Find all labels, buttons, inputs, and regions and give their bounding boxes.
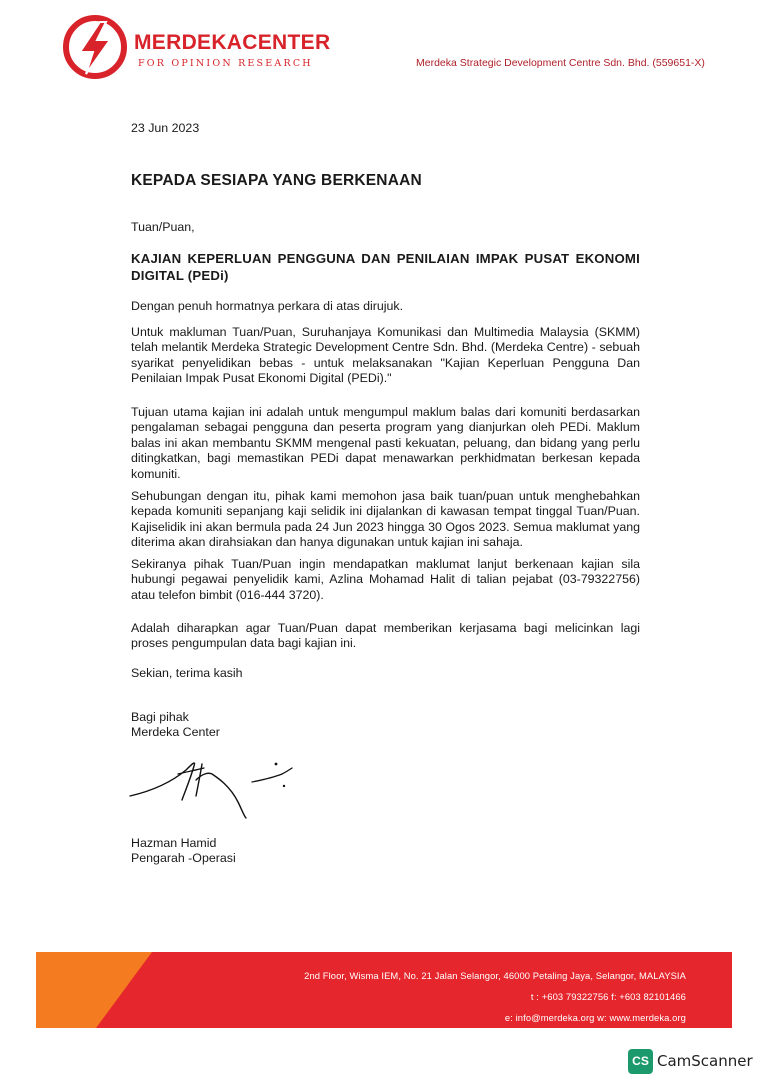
letter-heading: KEPADA SESIAPA YANG BERKENAAN [131,172,422,189]
subject-line: KAJIAN KEPERLUAN PENGGUNA DAN PENILAIAN IMPAK PUSAT EKONOMI DIGITAL (PEDi) [131,251,640,283]
signer-block [131,836,640,867]
paragraph: Adalah diharapkan agar Tuan/Puan dapat memberikan kerjasama bagi melicinkan lagi proses pengumpulan data bagi kajian ini. [131,621,640,651]
camscanner-icon: CS [628,1049,653,1074]
merdeka-center-logo [62,14,331,82]
letter-date: 23 Jun 2023 [131,121,200,135]
salutation: Tuan/Puan, [131,220,195,234]
company-registration: Merdeka Strategic Development Centre Sdn. Bhd. (559651-X) [416,57,705,69]
paragraph: Untuk makluman Tuan/Puan, Suruhanjaya Komunikasi dan Multimedia Malaysia (SKMM) telah melantik Merdeka Strategic Development Centre Sdn. Bhd. (Merdeka Centre) - sebuah syarikat penyelidikan bebas - untuk melaksanakan "Kajian Keperluan Pengguna Dan Penilaian Impak Pusat Ekonomi Digital (PEDi)." [131,325,640,386]
closing-line: Sekian, terima kasih [131,666,243,680]
signoff-line: Bagi pihak [131,710,189,724]
paragraph: Sehubungan dengan itu, pihak kami memohon jasa baik tuan/puan untuk menghebahkan kepada komuniti sepanjang kaji selidik ini dijalankan di kawasan tempat tinggal Tuan/Puan. Kajiselidik ini akan bermula pada 24 Jun 2023 hingga 30 Ogos 2023. Semua maklumat yang diterima akan dirahsiakan dan hanya digunakan untuk kajian ini sahaja. [131,489,640,550]
logo-tagline: FOR OPINION RESEARCH [138,58,313,69]
camscanner-label: CamScanner [657,1052,753,1070]
handwritten-signature [126,750,306,822]
signer-name: Hazman Hamid [131,836,217,850]
signer-title: Pengarah -Operasi [131,851,236,866]
paragraph: Dengan penuh hormatnya perkara di atas dirujuk. [131,299,404,313]
footer-web: e: info@merdeka.org w: www.merdeka.org [504,1012,686,1023]
footer-phone: t : +603 79322756 f: +603 82101466 [530,991,686,1002]
signoff-block [131,710,640,741]
paragraph: Sekiranya pihak Tuan/Puan ingin mendapatkan maklumat lanjut berkenaan kajian sila hubungi pegawai penyelidik kami, Azlina Mohamad Halit di talian pejabat (03-79322756) atau telefon bimbit (016-444 3720). [131,557,640,602]
paragraph: Tujuan utama kajian ini adalah untuk mengumpul maklum balas dari komuniti berdasarkan pengalaman sebagai pengguna dan peserta program yang dianjurkan oleh PEDi. Maklum balas ini akan membantu SKMM mengenal pasti kekuatan, peluang, dan bidang yang perlu ditingkatkan, bagi memastikan PEDi dapat menawarkan perkhidmatan berkesan kepada komuniti. [131,405,640,481]
logo-wordmark: MERDEKACENTER [134,31,331,54]
lightning-bolt-icon [62,14,128,80]
signoff-organization: Merdeka Center [131,725,220,740]
footer-address: 2nd Floor, Wisma IEM, No. 21 Jalan Selangor, 46000 Petaling Jaya, Selangor, MALAYSIA [304,970,686,981]
